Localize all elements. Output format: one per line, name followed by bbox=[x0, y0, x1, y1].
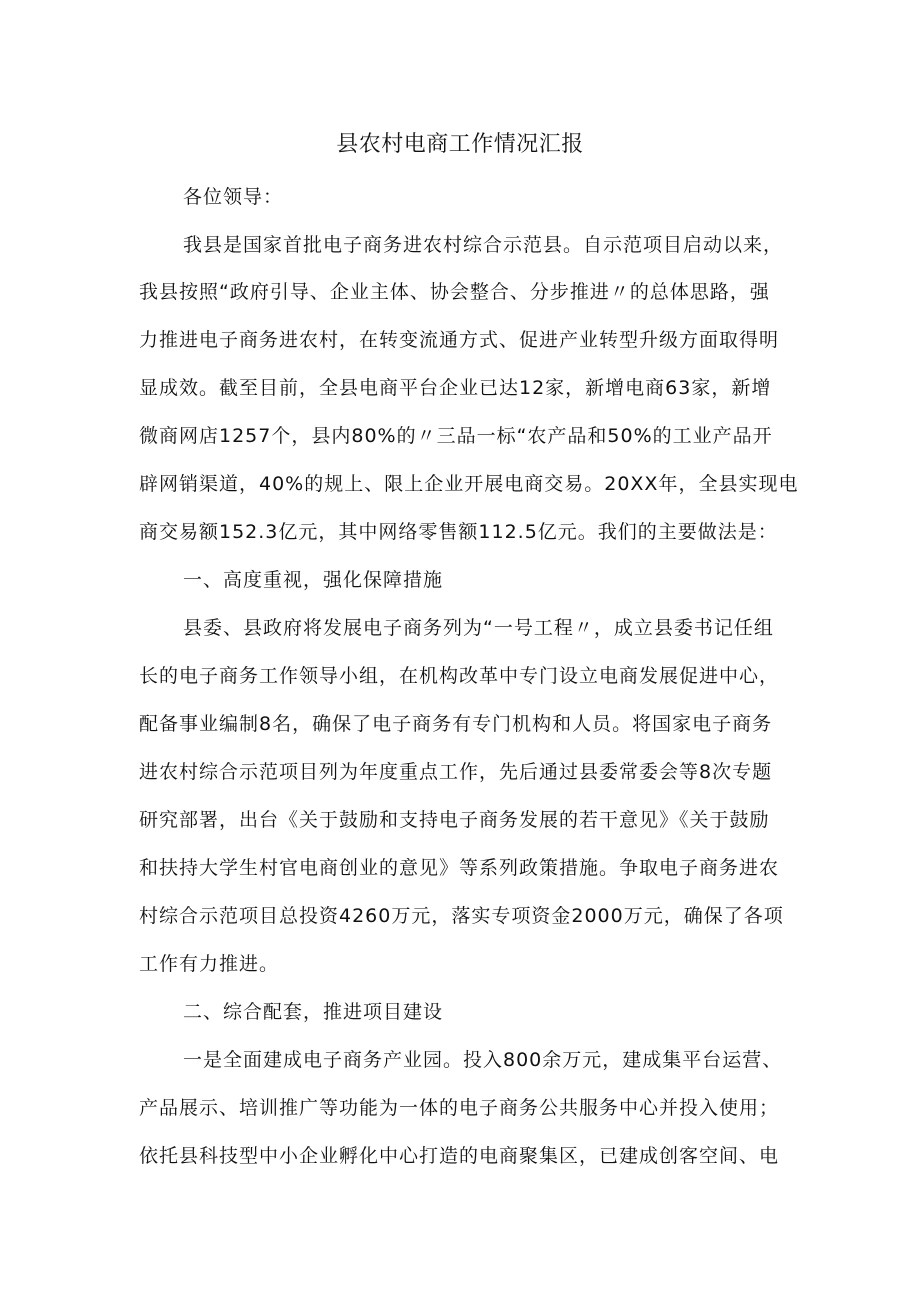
paragraph-line: 依托县科技型中小企业孵化中心打造的电商聚集区，已建成创客空间、电 bbox=[139, 1145, 780, 1167]
paragraph-line: 我县是国家首批电子商务进农村综合示范县。自示范项目启动以来， bbox=[183, 234, 784, 256]
paragraph-line: 辟网销渠道，40%的规上、限上企业开展电商交易。20XX年，全县实现电 bbox=[139, 473, 799, 495]
paragraph-line: 工作有力推进。 bbox=[139, 953, 280, 975]
paragraph-line: 长的电子商务工作领导小组，在机构改革中专门设立电商发展促进中心， bbox=[139, 665, 780, 687]
paragraph-line: 一是全面建成电子商务产业园。投入800余万元，建成集平台运营、 bbox=[183, 1049, 783, 1071]
section-heading: 二、综合配套，推进项目建设 bbox=[183, 1001, 444, 1023]
paragraph-line: 配备事业编制8名，确保了电子商务有专门机构和人员。将国家电子商务 bbox=[139, 713, 773, 735]
paragraph-line: 县委、县政府将发展电子商务列为“一号工程〃，成立县委书记任组 bbox=[183, 617, 774, 639]
document-title: 县农村电商工作情况汇报 bbox=[336, 132, 584, 157]
paragraph-line: 产品展示、培训推广等功能为一体的电子商务公共服务中心并投入使用； bbox=[139, 1097, 780, 1119]
paragraph-line: 显成效。截至目前，全县电商平台企业已达12家，新增电商63家，新增 bbox=[139, 377, 772, 399]
paragraph-line: 和扶持大学生村官电商创业的意见》等系列政策措施。争取电子商务进农 bbox=[139, 857, 780, 879]
paragraph-line: 村综合示范项目总投资4260万元，落实专项资金2000万元，确保了各项 bbox=[139, 905, 784, 927]
paragraph-line: 进农村综合示范项目列为年度重点工作，先后通过县委常委会等8次专题 bbox=[139, 761, 773, 783]
paragraph-line: 力推进电子商务进农村，在转变流通方式、促进产业转型升级方面取得明 bbox=[139, 329, 780, 351]
paragraph-line: 商交易额152.3亿元，其中网络零售额112.5亿元。我们的主要做法是： bbox=[139, 521, 778, 543]
paragraph-line: 微商网店1257个，县内80%的〃三品一标“农产品和50%的工业产品开 bbox=[139, 425, 773, 447]
paragraph-line: 研究部署，出台《关于鼓励和支持电子商务发展的若干意见》《关于鼓励 bbox=[139, 809, 770, 831]
paragraph-line: 我县按照“政府引导、企业主体、协会整合、分步推进〃的总体思路，强 bbox=[139, 281, 770, 303]
section-heading: 一、高度重视，强化保障措施 bbox=[183, 569, 444, 591]
greeting: 各位领导： bbox=[183, 186, 284, 208]
